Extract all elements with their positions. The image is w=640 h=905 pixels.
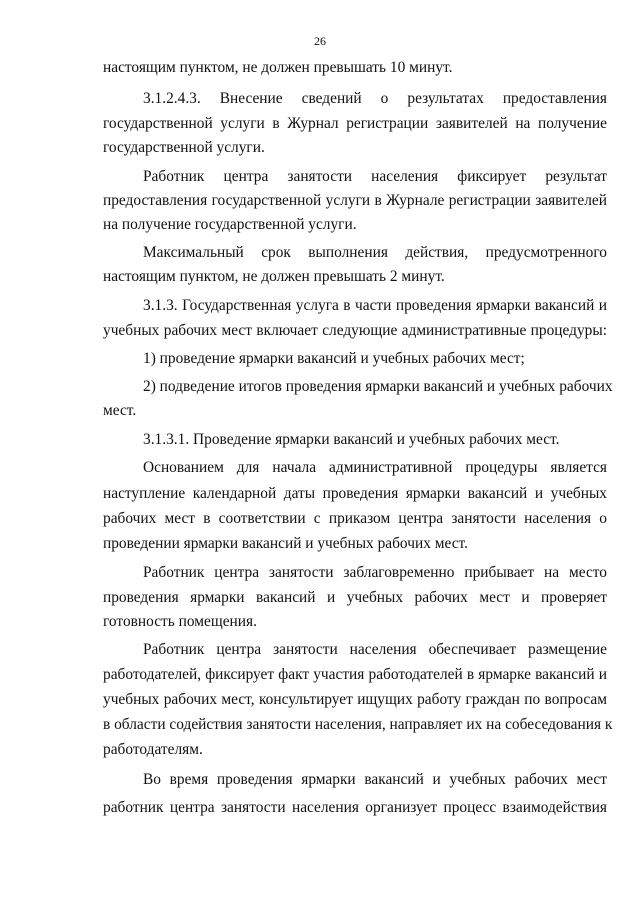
- text-line: работник центра занятости населения организует процесс взаимодействия: [103, 799, 607, 816]
- page-number: 26: [314, 34, 326, 48]
- text-line: Максимальный срок выполнения действия, предусмотренного: [143, 244, 607, 261]
- text-line: настоящим пунктом, не должен превышать 2 минут.: [103, 268, 445, 285]
- text-line: государственной услуги в Журнал регистрации заявителей на получение: [103, 115, 607, 132]
- text-line: мест.: [103, 402, 137, 419]
- text-line: 3.1.2.4.3. Внесение сведений о результатах предоставления: [143, 90, 607, 107]
- text-line: Работник центра занятости населения обеспечивает размещение: [143, 641, 607, 658]
- text-line: Во время проведения ярмарки вакансий и учебных рабочих мест: [143, 771, 607, 788]
- text-line: наступление календарной даты проведения ярмарки вакансий и учебных: [103, 485, 607, 502]
- text-line: настоящим пунктом, не должен превышать 10 минут.: [103, 59, 453, 76]
- text-line: проведения ярмарки вакансий и учебных рабочих мест и проверяет: [103, 589, 607, 606]
- text-line: готовность помещения.: [103, 613, 257, 630]
- text-line: рабочих мест в соответствии с приказом центра занятости населения о: [103, 510, 607, 527]
- text-line: работодателей, фиксирует факт участия работодателей в ярмарке вакансий и: [103, 666, 607, 683]
- text-line: Работник центра занятости заблаговременно прибывает на место: [143, 564, 607, 581]
- section-heading: 3.1.3.1. Проведение ярмарки вакансий и учебных рабочих мест.: [143, 431, 560, 448]
- text-line: работодателям.: [103, 741, 203, 758]
- list-item: 2) подведение итогов проведения ярмарки вакансий и учебных рабочих: [143, 378, 613, 395]
- text-line: на получение государственной услуги.: [103, 216, 357, 233]
- text-line: Основанием для начала административной процедуры является: [143, 459, 607, 476]
- text-line: в области содействия занятости населения, направляет их на собеседования к: [103, 716, 613, 733]
- text-line: проведении ярмарки вакансий и учебных рабочих мест.: [103, 535, 468, 552]
- text-line: 3.1.3. Государственная услуга в части проведения ярмарки вакансий и: [143, 297, 607, 314]
- text-line: учебных рабочих мест включает следующие административные процедуры:: [103, 322, 607, 339]
- text-line: государственной услуги.: [103, 139, 265, 156]
- text-line: Работник центра занятости населения фиксирует результат: [143, 168, 607, 185]
- text-line: учебных рабочих мест, консультирует ищущих работу граждан по вопросам: [103, 691, 607, 708]
- list-item: 1) проведение ярмарки вакансий и учебных рабочих мест;: [143, 350, 525, 367]
- text-line: предоставления государственной услуги в Журнале регистрации заявителей: [103, 192, 607, 209]
